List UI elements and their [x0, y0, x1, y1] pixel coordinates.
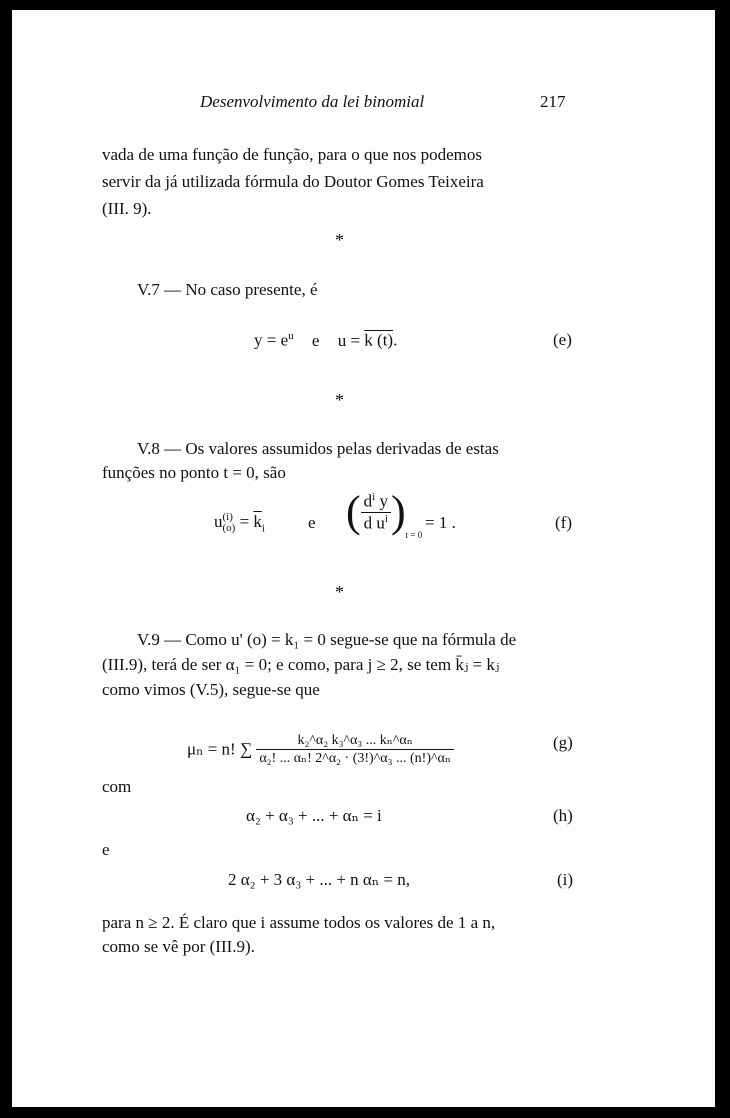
separator-star-3: *: [335, 582, 344, 602]
eq-e-exp: u: [288, 330, 294, 342]
v7-text: V.7 — No caso presente, é: [137, 280, 318, 299]
frac-num-sup: i: [372, 490, 376, 503]
equation-label-h: (h): [553, 806, 573, 825]
intro-line-3: (III. 9).: [102, 199, 152, 218]
page-number: 217: [540, 92, 566, 111]
eq-f-result: = 1 .: [425, 513, 456, 532]
frac-den-sup: i: [384, 512, 388, 525]
v8-line-1: V.8 — Os valores assumidos pelas derivadas de estas: [137, 439, 499, 458]
paren-right: ): [390, 487, 406, 536]
word-com: com: [102, 777, 132, 796]
eq-f-u: u: [214, 512, 223, 531]
eq-e-u: u =: [337, 330, 365, 350]
eq-g-numerator: k₂^α₂ k₃^α₃ ... kₙ^αₙ: [297, 733, 413, 748]
eval-sub: t = 0: [405, 529, 423, 540]
running-title: Desenvolvimento da lei binomial: [200, 92, 425, 111]
intro-line-1: vada de uma função de função, para o que nos podemos: [102, 145, 483, 164]
v9-line-3: como vimos (V.5), segue-se que: [102, 680, 320, 699]
equation-label-i: (i): [557, 870, 574, 889]
v9-line-1: V.9 — Como u' (o) = k₁ = 0 segue-se que na fórmula de: [137, 630, 517, 649]
equation-g: [187, 732, 454, 767]
v8-line-2: funções no ponto t = 0, são: [102, 463, 286, 482]
equation-f-left: [214, 512, 265, 534]
eq-f-and: e: [308, 513, 316, 532]
eq-e-and: e: [311, 330, 320, 350]
closing-line-2: como se vê por (III.9).: [102, 937, 255, 956]
frac-den: d u: [363, 513, 385, 533]
eq-f-k-sub: i: [261, 522, 265, 535]
equation-f-derivative: [346, 487, 423, 540]
equation-label-f: (f): [555, 513, 572, 532]
word-e: e: [102, 840, 110, 859]
equation-e: [254, 330, 397, 351]
eq-f-k: $\overline{k}$: [253, 512, 262, 531]
eq-g-denominator: α₂! ... αₙ! 2^α₂ · (3!)^α₃ ... (n!)^αₙ: [256, 749, 454, 767]
eq-e-end: .: [393, 330, 398, 350]
closing-line-1: para n ≥ 2. É claro que i assume todos os valores de 1 a n,: [102, 913, 496, 932]
eq-g-lhs: μₙ = n! ∑: [187, 739, 253, 759]
equation-h: α₂ + α₃ + ... + αₙ = i: [246, 806, 382, 825]
eq-e-y: y = e: [254, 330, 289, 350]
equation-label-g: (g): [553, 733, 573, 752]
intro-line-2: servir da já utilizada fórmula do Doutor Gomes Teixeira: [102, 172, 484, 191]
equation-label-e: (e): [553, 330, 572, 349]
eq-f-u-sup: (i): [222, 511, 233, 524]
frac-num-var: y: [375, 491, 388, 511]
eq-e-k: k (t): [364, 330, 394, 350]
paren-left: (: [346, 487, 361, 536]
v9-line-2: (III.9), terá de ser α₁ = 0; e como, para j ≥ 2, se tem k̄ⱼ = kⱼ: [102, 655, 500, 674]
separator-star-2: *: [335, 390, 344, 410]
separator-star-1: *: [335, 230, 344, 250]
book-page: [12, 10, 715, 1107]
frac-num-d: d: [363, 491, 373, 511]
eq-f-equals: =: [235, 512, 254, 531]
equation-i: 2 α₂ + 3 α₃ + ... + n αₙ = n,: [228, 870, 411, 889]
eq-f-u-sub: (o): [222, 522, 236, 535]
